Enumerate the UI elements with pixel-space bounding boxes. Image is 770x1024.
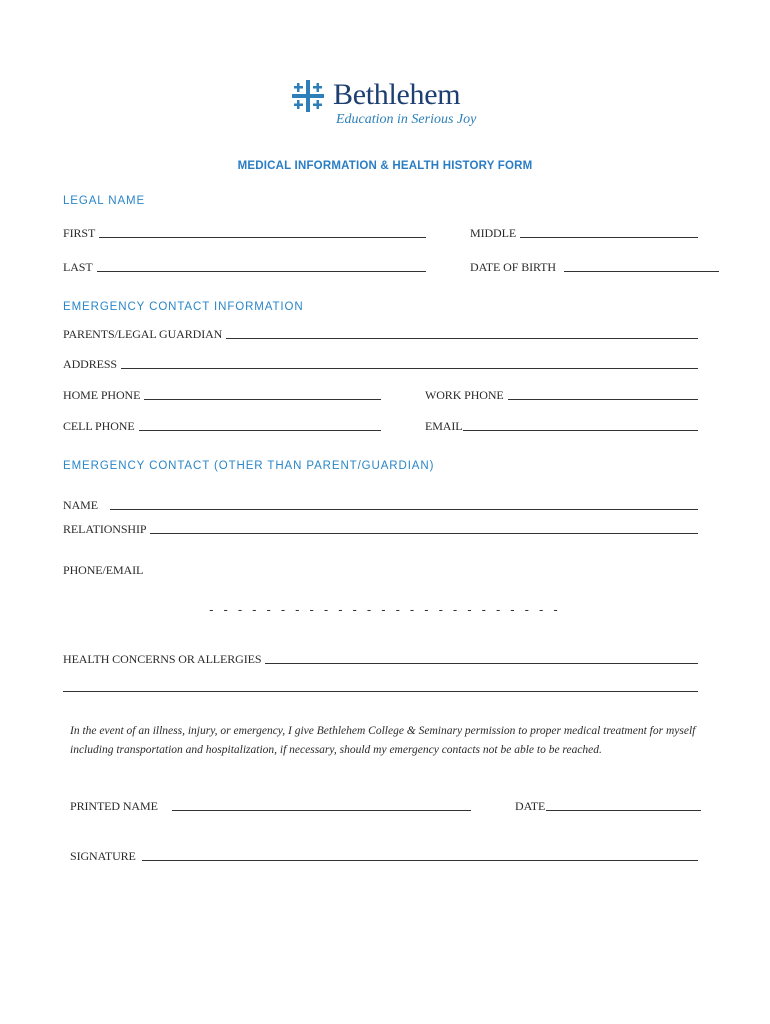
dob-field[interactable] (470, 258, 698, 274)
guardian-field[interactable] (63, 325, 698, 341)
signature-field[interactable] (70, 847, 698, 863)
home-phone-input[interactable] (144, 387, 381, 400)
last-name-field[interactable] (63, 258, 426, 274)
dob-label: DATE OF BIRTH (470, 260, 556, 274)
bethlehem-cross-icon (292, 80, 324, 112)
work-phone-field[interactable] (425, 386, 698, 402)
first-name-input[interactable] (99, 225, 426, 238)
date-field[interactable] (515, 797, 698, 813)
form-title: MEDICAL INFORMATION & HEALTH HISTORY FORM (237, 160, 533, 172)
cell-phone-field[interactable] (63, 417, 381, 433)
last-name-input[interactable] (97, 259, 426, 272)
logo-wordmark: Bethlehem (333, 78, 461, 111)
home-phone-field[interactable] (63, 386, 381, 402)
cell-phone-input[interactable] (139, 418, 381, 431)
email-label: EMAIL (425, 419, 463, 433)
guardian-input[interactable] (226, 326, 698, 339)
address-input[interactable] (121, 356, 698, 369)
health-concerns-extra-line[interactable] (63, 691, 698, 692)
section-emergency-contact-other: EMERGENCY CONTACT (OTHER THAN PARENT/GUARDIAN) (63, 460, 435, 472)
signature-label: SIGNATURE (70, 849, 136, 863)
contact-name-field[interactable] (63, 496, 698, 512)
address-label: ADDRESS (63, 357, 117, 371)
relationship-field[interactable] (63, 520, 698, 536)
relationship-input[interactable] (150, 521, 698, 534)
section-legal-name: LEGAL NAME (63, 195, 146, 207)
contact-name-label: NAME (63, 498, 98, 512)
section-emergency-contact-info: EMERGENCY CONTACT INFORMATION (63, 301, 304, 313)
email-input[interactable] (463, 418, 699, 431)
last-name-label: LAST (63, 260, 93, 274)
cell-phone-label: CELL PHONE (63, 419, 135, 433)
work-phone-input[interactable] (508, 387, 698, 400)
printed-name-field[interactable] (70, 797, 471, 813)
middle-name-input[interactable] (520, 225, 698, 238)
phone-email-field[interactable] (63, 561, 263, 577)
logo-tagline: Education in Serious Joy (336, 112, 477, 127)
consent-statement: In the event of an illness, injury, or emergency, I give Bethlehem College & Seminary permission to proper medical treatment for myself including transportation and hospitalization, if necessary, should my emergency contacts not be able to be reached. (70, 725, 696, 756)
home-phone-label: HOME PHONE (63, 388, 141, 402)
first-name-field[interactable] (63, 224, 426, 240)
printed-name-label: PRINTED NAME (70, 799, 158, 813)
middle-name-field[interactable] (470, 224, 698, 240)
health-concerns-field[interactable] (63, 650, 698, 666)
guardian-label: PARENTS/LEGAL GUARDIAN (63, 327, 223, 341)
health-concerns-input[interactable] (265, 651, 698, 664)
relationship-label: RELATIONSHIP (63, 522, 147, 536)
work-phone-label: WORK PHONE (425, 388, 504, 402)
middle-name-label: MIDDLE (470, 226, 517, 240)
first-name-label: FIRST (63, 226, 96, 240)
date-label: DATE (515, 799, 546, 813)
section-divider: - - - - - - - - - - - - - - - - - - - - - - - - - (209, 602, 561, 617)
email-field[interactable] (425, 417, 698, 433)
phone-email-label: PHONE/EMAIL (63, 563, 144, 577)
signature-input[interactable] (142, 848, 698, 861)
health-concerns-label: HEALTH CONCERNS OR ALLERGIES (63, 652, 262, 666)
address-field[interactable] (63, 355, 698, 371)
date-input[interactable] (546, 798, 701, 811)
dob-input[interactable] (564, 259, 719, 272)
printed-name-input[interactable] (172, 798, 471, 811)
contact-name-input[interactable] (110, 497, 698, 510)
